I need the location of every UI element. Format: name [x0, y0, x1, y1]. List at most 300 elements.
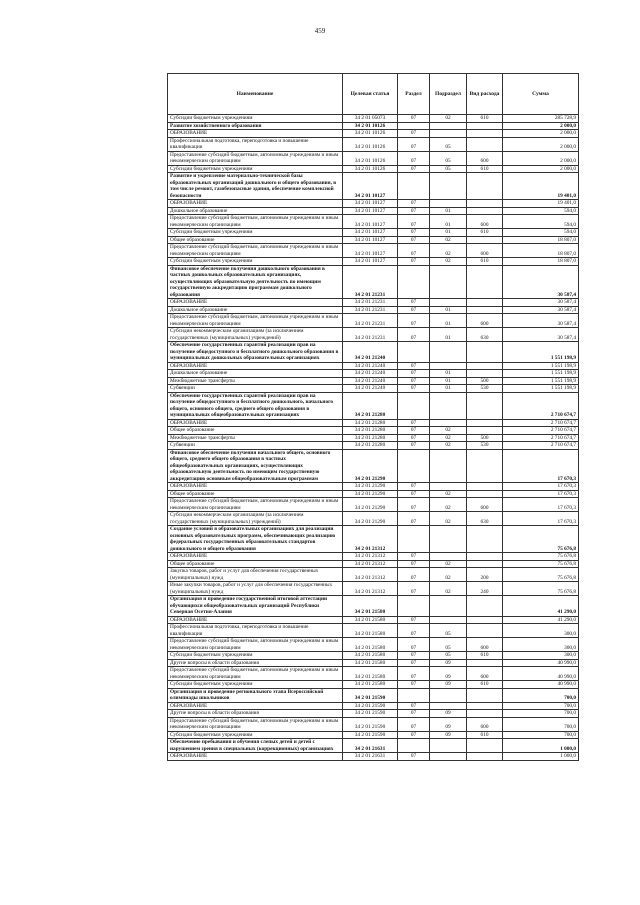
cell-expense-type: 600: [467, 215, 503, 229]
cell-expense-type: 600: [467, 498, 503, 512]
header-expense-type: Вид расхода: [467, 74, 503, 115]
table-row: [168, 265, 579, 299]
table-row: [168, 137, 579, 151]
cell-expense-type: [467, 236, 503, 244]
cell-amount: 594,0: [503, 229, 579, 237]
cell-section: 07: [398, 215, 430, 229]
cell-target-article: 34 2 01 10127: [343, 215, 398, 229]
cell-expense-type: 610: [467, 681, 503, 689]
cell-section: 07: [398, 717, 430, 731]
cell-target-article: 34 2 01 10127: [343, 173, 398, 200]
cell-target-article: 34 2 01 21580: [343, 638, 398, 652]
table-row: [168, 498, 579, 512]
header-amount: Сумма: [503, 74, 579, 115]
cell-name: Общее образование: [168, 560, 343, 568]
cell-amount: 19 401,0: [503, 200, 579, 208]
cell-subsection: 09: [430, 710, 467, 718]
table-row: [168, 652, 579, 660]
table-header-row: [168, 74, 579, 115]
cell-section: 07: [398, 299, 430, 307]
cell-subsection: [430, 173, 467, 200]
cell-name: Иные закупки товаров, работ и услуг для обеспечения государственных (муниципальных) нужд: [168, 582, 343, 596]
cell-amount: 1 551 198,9: [503, 370, 579, 378]
table-row: [168, 753, 579, 761]
cell-name: Субвенции: [168, 385, 343, 393]
cell-subsection: 02: [430, 582, 467, 596]
cell-expense-type: 630: [467, 328, 503, 342]
cell-section: [398, 688, 430, 702]
cell-subsection: 09: [430, 659, 467, 667]
cell-amount: 700,0: [503, 702, 579, 710]
cell-name: Обеспечение пребывания и обучения слепых детей и детей с нарушением зрения в специальных (коррекционных) организациях: [168, 739, 343, 753]
cell-name: ОБРАЗОВАНИЕ: [168, 702, 343, 710]
cell-name: Другие вопросы в области образования: [168, 710, 343, 718]
cell-section: 07: [398, 328, 430, 342]
cell-subsection: [430, 265, 467, 299]
table-row: [168, 258, 579, 266]
cell-subsection: 01: [430, 377, 467, 385]
cell-expense-type: [467, 200, 503, 208]
cell-expense-type: 600: [467, 244, 503, 258]
cell-subsection: [430, 702, 467, 710]
cell-section: 07: [398, 165, 430, 173]
table-row: [168, 385, 579, 393]
cell-expense-type: 630: [467, 512, 503, 526]
cell-subsection: 01: [430, 306, 467, 314]
cell-amount: 17 670,3: [503, 483, 579, 491]
cell-section: [398, 526, 430, 553]
table-row: [168, 427, 579, 435]
cell-amount: 30 587,4: [503, 299, 579, 307]
cell-section: 07: [398, 370, 430, 378]
cell-amount: 40 990,0: [503, 659, 579, 667]
cell-section: 07: [398, 560, 430, 568]
cell-amount: 594,0: [503, 215, 579, 229]
cell-subsection: 02: [430, 434, 467, 442]
cell-amount: 40 990,0: [503, 667, 579, 681]
table-row: [168, 568, 579, 582]
cell-target-article: 34 2 01 21312: [343, 568, 398, 582]
cell-target-article: 34 2 01 21580: [343, 667, 398, 681]
cell-amount: 17 670,3: [503, 512, 579, 526]
cell-name: Организация и проведение государственной итоговой аттестации обучающихся общеобразовательных организаций Республики Северная Осетия-Алания: [168, 596, 343, 617]
cell-target-article: 34 2 01 21312: [343, 560, 398, 568]
table-row: [168, 659, 579, 667]
table-row: [168, 596, 579, 617]
table-row: [168, 122, 579, 130]
cell-amount: 300,0: [503, 624, 579, 638]
cell-expense-type: [467, 173, 503, 200]
cell-section: 07: [398, 137, 430, 151]
cell-name: Предоставление субсидий бюджетным, автономным учреждениям и иным некоммерческим организациям: [168, 667, 343, 681]
cell-target-article: 34 2 01 21231: [343, 299, 398, 307]
table-row: [168, 377, 579, 385]
cell-subsection: [430, 342, 467, 363]
cell-subsection: 01: [430, 370, 467, 378]
cell-target-article: 34 2 01 21580: [343, 652, 398, 660]
cell-amount: 30 587,4: [503, 314, 579, 328]
cell-section: 07: [398, 753, 430, 761]
cell-target-article: 34 2 01 10126: [343, 137, 398, 151]
cell-name: Общее образование: [168, 236, 343, 244]
cell-section: 07: [398, 229, 430, 237]
cell-subsection: 01: [430, 215, 467, 229]
cell-amount: 75 676,8: [503, 526, 579, 553]
cell-subsection: 02: [430, 498, 467, 512]
cell-section: 07: [398, 130, 430, 138]
table-row: [168, 151, 579, 165]
cell-expense-type: [467, 596, 503, 617]
cell-section: 07: [398, 624, 430, 638]
cell-amount: 18 807,0: [503, 236, 579, 244]
cell-target-article: 34 2 01 21590: [343, 731, 398, 739]
cell-amount: 700,0: [503, 688, 579, 702]
cell-target-article: 34 2 01 21280: [343, 442, 398, 450]
cell-amount: 1 551 198,9: [503, 362, 579, 370]
cell-expense-type: 610: [467, 165, 503, 173]
cell-name: Предоставление субсидий бюджетным, автономным учреждениям и иным некоммерческим организациям: [168, 151, 343, 165]
cell-name: Развитие хозяйственного образования: [168, 122, 343, 130]
cell-section: 07: [398, 483, 430, 491]
cell-subsection: [430, 449, 467, 483]
table-row: [168, 688, 579, 702]
cell-target-article: 34 2 01 21240: [343, 342, 398, 363]
cell-name: Субвенции: [168, 442, 343, 450]
cell-amount: 700,0: [503, 717, 579, 731]
cell-expense-type: [467, 427, 503, 435]
cell-subsection: [430, 392, 467, 419]
cell-target-article: 34 2 01 21231: [343, 306, 398, 314]
cell-target-article: 34 2 01 21240: [343, 362, 398, 370]
cell-target-article: 34 2 01 21590: [343, 688, 398, 702]
cell-subsection: 01: [430, 314, 467, 328]
table-row: [168, 710, 579, 718]
cell-amount: 18 807,0: [503, 244, 579, 258]
cell-expense-type: [467, 490, 503, 498]
cell-subsection: [430, 419, 467, 427]
table-row: [168, 215, 579, 229]
cell-subsection: 05: [430, 652, 467, 660]
cell-name: Субсидии некоммерческим организациям (за исключением государственных (муниципальных) учреждений): [168, 328, 343, 342]
cell-expense-type: 240: [467, 582, 503, 596]
table-row: [168, 667, 579, 681]
cell-subsection: [430, 616, 467, 624]
table-row: [168, 442, 579, 450]
cell-subsection: [430, 526, 467, 553]
cell-name: Финансовое обеспечение получения дошкольного образования в частных дошкольных образовательных организациях, осуществляющих образовательную деятельность по имеющим государственную аккредитацию программам дошкольного образования: [168, 265, 343, 299]
header-subsection: Подраздел: [430, 74, 467, 115]
cell-target-article: 34 2 01 10127: [343, 207, 398, 215]
cell-amount: 30 587,4: [503, 328, 579, 342]
cell-section: 07: [398, 236, 430, 244]
cell-subsection: [430, 688, 467, 702]
cell-name: Субсидии бюджетным учреждениям: [168, 731, 343, 739]
table-row: [168, 560, 579, 568]
cell-subsection: 02: [430, 490, 467, 498]
cell-amount: 2 000,0: [503, 122, 579, 130]
cell-subsection: 09: [430, 667, 467, 681]
cell-subsection: [430, 200, 467, 208]
cell-section: 07: [398, 151, 430, 165]
cell-name: Субсидии бюджетным учреждениям: [168, 681, 343, 689]
cell-target-article: 34 2 01 10126: [343, 122, 398, 130]
cell-subsection: 09: [430, 681, 467, 689]
cell-expense-type: [467, 526, 503, 553]
table-row: [168, 638, 579, 652]
cell-name: Предоставление субсидий бюджетным, автономным учреждениям и иным некоммерческим организациям: [168, 314, 343, 328]
table-row: [168, 434, 579, 442]
cell-expense-type: [467, 299, 503, 307]
cell-section: [398, 342, 430, 363]
cell-expense-type: 200: [467, 568, 503, 582]
table-row: [168, 490, 579, 498]
cell-section: 07: [398, 385, 430, 393]
cell-section: 07: [398, 616, 430, 624]
cell-name: Субсидии бюджетным учреждениям: [168, 258, 343, 266]
cell-target-article: 34 2 01 21280: [343, 392, 398, 419]
cell-expense-type: [467, 483, 503, 491]
cell-target-article: 34 2 01 10127: [343, 258, 398, 266]
cell-target-article: 34 2 01 05073: [343, 115, 398, 123]
cell-subsection: 01: [430, 229, 467, 237]
cell-section: [398, 392, 430, 419]
table-row: [168, 236, 579, 244]
cell-amount: 2 710 674,7: [503, 434, 579, 442]
cell-expense-type: 610: [467, 258, 503, 266]
cell-subsection: [430, 130, 467, 138]
cell-section: 07: [398, 306, 430, 314]
cell-name: Предоставление субсидий бюджетным, автономным учреждениям и иным некоммерческим организациям: [168, 638, 343, 652]
cell-expense-type: 530: [467, 442, 503, 450]
header-name: Наименование: [168, 74, 343, 115]
cell-section: 07: [398, 582, 430, 596]
cell-target-article: 34 2 01 21240: [343, 377, 398, 385]
cell-expense-type: [467, 370, 503, 378]
cell-section: 07: [398, 498, 430, 512]
table-row: [168, 739, 579, 753]
cell-section: [398, 173, 430, 200]
table-row: [168, 244, 579, 258]
cell-expense-type: 600: [467, 667, 503, 681]
cell-section: [398, 122, 430, 130]
budget-table: [167, 73, 579, 761]
table-row: [168, 115, 579, 123]
cell-expense-type: 500: [467, 377, 503, 385]
cell-amount: 1 551 198,9: [503, 342, 579, 363]
cell-target-article: 34 2 01 21231: [343, 328, 398, 342]
cell-name: ОБРАЗОВАНИЕ: [168, 200, 343, 208]
cell-expense-type: 600: [467, 314, 503, 328]
table-row: [168, 207, 579, 215]
cell-name: Профессиональная подготовка, переподготовка и повышение квалификации: [168, 624, 343, 638]
table-row: [168, 392, 579, 419]
cell-amount: 41 290,0: [503, 596, 579, 617]
cell-amount: 19 401,0: [503, 173, 579, 200]
cell-section: 07: [398, 377, 430, 385]
cell-target-article: 34 2 01 21290: [343, 449, 398, 483]
cell-target-article: 34 2 01 21580: [343, 681, 398, 689]
cell-name: Закупка товаров, работ и услуг для обеспечения государственных (муниципальных) нужд: [168, 568, 343, 582]
cell-amount: 2 710 674,7: [503, 419, 579, 427]
table-row: [168, 731, 579, 739]
cell-amount: 2 710 674,7: [503, 442, 579, 450]
cell-expense-type: 610: [467, 115, 503, 123]
cell-amount: 700,0: [503, 710, 579, 718]
cell-name: Обеспечение государственных гарантий реализации прав на получение общедоступного и бесплатного дошкольного, начального общего, основного общего, среднего общего образования в муниципальных общеобразовательных организациях: [168, 392, 343, 419]
table-row: [168, 553, 579, 561]
cell-section: 07: [398, 553, 430, 561]
cell-target-article: 34 2 01 10126: [343, 151, 398, 165]
table-row: [168, 173, 579, 200]
cell-expense-type: [467, 688, 503, 702]
cell-target-article: 34 2 01 21290: [343, 483, 398, 491]
cell-name: Субсидии бюджетным учреждениям: [168, 165, 343, 173]
cell-name: ОБРАЗОВАНИЕ: [168, 553, 343, 561]
cell-expense-type: [467, 616, 503, 624]
cell-section: 07: [398, 434, 430, 442]
cell-expense-type: [467, 739, 503, 753]
cell-section: 07: [398, 244, 430, 258]
cell-target-article: 34 2 01 10126: [343, 130, 398, 138]
cell-target-article: 34 2 01 21580: [343, 596, 398, 617]
cell-expense-type: [467, 710, 503, 718]
cell-name: ОБРАЗОВАНИЕ: [168, 362, 343, 370]
cell-amount: 285 728,9: [503, 115, 579, 123]
cell-name: Общее образование: [168, 490, 343, 498]
cell-expense-type: [467, 624, 503, 638]
cell-subsection: 02: [430, 560, 467, 568]
cell-target-article: 34 2 01 21290: [343, 490, 398, 498]
cell-subsection: 02: [430, 568, 467, 582]
cell-section: [398, 739, 430, 753]
cell-subsection: 01: [430, 385, 467, 393]
cell-expense-type: [467, 137, 503, 151]
cell-amount: 1 000,0: [503, 739, 579, 753]
cell-subsection: 05: [430, 638, 467, 652]
cell-name: Развитие и укрепление материально-технической базы образовательных организаций дошкольного и общего образования, в том числе ремонт, газобезопасные здания, обеспечение комплексной безопасности: [168, 173, 343, 200]
table-row: [168, 717, 579, 731]
cell-section: [398, 596, 430, 617]
cell-amount: 17 670,3: [503, 498, 579, 512]
cell-target-article: 34 2 01 21290: [343, 512, 398, 526]
cell-amount: 300,0: [503, 638, 579, 652]
cell-expense-type: 600: [467, 638, 503, 652]
cell-target-article: 34 2 01 21312: [343, 582, 398, 596]
cell-name: Предоставление субсидий бюджетным, автономным учреждениям и иным некоммерческим организациям: [168, 717, 343, 731]
header-target-article: Целевая статья: [343, 74, 398, 115]
cell-target-article: 34 2 01 10126: [343, 165, 398, 173]
cell-name: Предоставление субсидий бюджетным, автономным учреждениям и иным некоммерческим организациям: [168, 244, 343, 258]
cell-amount: 18 807,0: [503, 258, 579, 266]
cell-subsection: 01: [430, 207, 467, 215]
cell-amount: 2 710 674,7: [503, 427, 579, 435]
cell-amount: 2 000,0: [503, 151, 579, 165]
cell-section: 07: [398, 258, 430, 266]
table-row: [168, 483, 579, 491]
cell-section: 07: [398, 419, 430, 427]
table-row: [168, 130, 579, 138]
cell-expense-type: [467, 207, 503, 215]
cell-target-article: 34 2 01 21240: [343, 385, 398, 393]
table-row: [168, 681, 579, 689]
page-number: 459: [314, 27, 326, 35]
cell-expense-type: [467, 553, 503, 561]
cell-name: Межбюджетные трансферты: [168, 377, 343, 385]
cell-name: Субсидии бюджетным учреждениям: [168, 652, 343, 660]
table-row: [168, 702, 579, 710]
cell-amount: 1 000,0: [503, 753, 579, 761]
table-row: [168, 370, 579, 378]
cell-section: 07: [398, 659, 430, 667]
cell-target-article: 34 2 01 21240: [343, 370, 398, 378]
cell-section: 07: [398, 314, 430, 328]
table-row: [168, 526, 579, 553]
cell-amount: 2 000,0: [503, 130, 579, 138]
cell-amount: 75 676,8: [503, 582, 579, 596]
cell-amount: 2 710 674,7: [503, 392, 579, 419]
cell-target-article: 34 2 01 21231: [343, 265, 398, 299]
cell-expense-type: [467, 449, 503, 483]
cell-subsection: 02: [430, 258, 467, 266]
table-row: [168, 449, 579, 483]
cell-expense-type: [467, 362, 503, 370]
cell-target-article: 34 2 01 10127: [343, 244, 398, 258]
table-row: [168, 165, 579, 173]
cell-amount: 1 551 198,9: [503, 377, 579, 385]
cell-target-article: 34 2 01 21231: [343, 314, 398, 328]
cell-name: ОБРАЗОВАНИЕ: [168, 299, 343, 307]
cell-expense-type: 600: [467, 717, 503, 731]
cell-subsection: 09: [430, 731, 467, 739]
cell-expense-type: [467, 419, 503, 427]
table-body: [168, 115, 579, 761]
cell-section: 07: [398, 667, 430, 681]
cell-name: ОБРАЗОВАНИЕ: [168, 419, 343, 427]
cell-target-article: 34 2 01 21280: [343, 427, 398, 435]
cell-section: 07: [398, 702, 430, 710]
cell-section: 07: [398, 710, 430, 718]
cell-expense-type: [467, 392, 503, 419]
cell-expense-type: 610: [467, 229, 503, 237]
cell-name: Субсидии бюджетным учреждениям: [168, 229, 343, 237]
cell-amount: 2 000,0: [503, 165, 579, 173]
table-row: [168, 299, 579, 307]
cell-subsection: [430, 553, 467, 561]
cell-section: [398, 265, 430, 299]
cell-name: Субсидии бюджетным учреждениям: [168, 115, 343, 123]
cell-subsection: 05: [430, 137, 467, 151]
cell-section: 07: [398, 512, 430, 526]
cell-expense-type: [467, 342, 503, 363]
table-row: [168, 616, 579, 624]
cell-section: 07: [398, 115, 430, 123]
cell-section: 07: [398, 731, 430, 739]
table-row: [168, 306, 579, 314]
cell-name: Дошкольное образование: [168, 306, 343, 314]
table-row: [168, 229, 579, 237]
cell-section: 07: [398, 442, 430, 450]
cell-section: 07: [398, 200, 430, 208]
cell-subsection: 09: [430, 717, 467, 731]
cell-subsection: [430, 299, 467, 307]
cell-target-article: 34 2 01 21631: [343, 739, 398, 753]
cell-target-article: 34 2 01 21280: [343, 419, 398, 427]
cell-subsection: [430, 362, 467, 370]
cell-amount: 40 990,0: [503, 681, 579, 689]
cell-expense-type: 530: [467, 385, 503, 393]
cell-amount: 594,0: [503, 207, 579, 215]
cell-target-article: 34 2 01 21280: [343, 434, 398, 442]
